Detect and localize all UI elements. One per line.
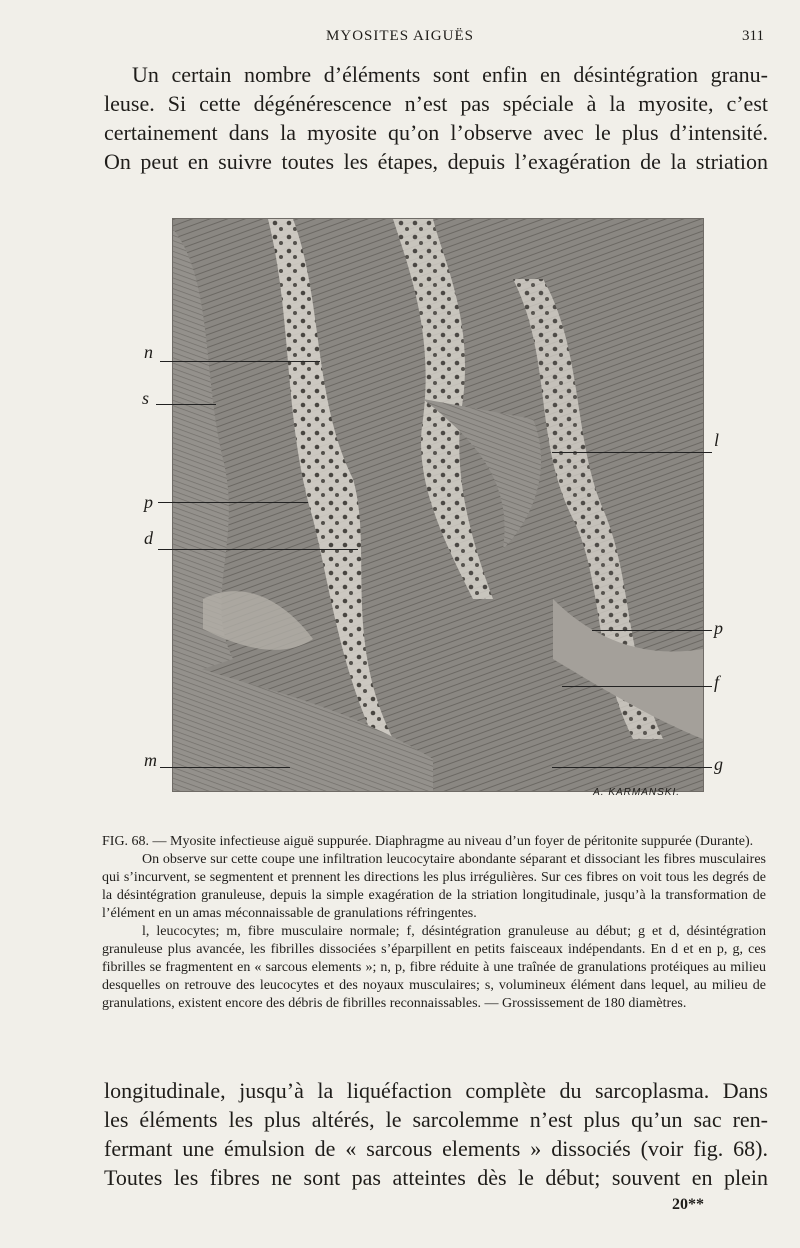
artist-signature: A. KARMANSKI. — [593, 787, 680, 798]
label-s: s — [142, 388, 150, 408]
text-line: Toutes les fibres ne sont pas atteintes dès le début; souvent en plein — [104, 1165, 768, 1190]
leader-s — [156, 404, 216, 405]
text-line: On peut en suivre toutes les étapes, depuis l’exagération de la striation — [104, 149, 768, 174]
leader-p — [158, 502, 308, 503]
text-line: leuse. Si cette dégénérescence n’est pas spéciale à la myosite, c’est — [104, 91, 768, 116]
signature-mark: 20** — [672, 1196, 704, 1213]
leader-p-right — [592, 630, 712, 631]
text-line: Un certain nombre d’éléments sont enfin en désintégration granu- — [132, 62, 768, 87]
page-header — [0, 22, 800, 50]
page-number: 311 — [742, 28, 764, 44]
label-l: l — [714, 430, 720, 450]
label-p-right: p — [714, 618, 723, 638]
label-m: m — [144, 750, 157, 770]
text-line: longitudinale, jusqu’à la liquéfaction complète du sarcoplasma. Dans — [104, 1078, 768, 1103]
leader-l — [552, 452, 712, 453]
label-n: n — [144, 342, 153, 362]
caption-legend: l, leucocytes; m, fibre musculaire normale; f, désintégration granuleuse au début; g et d, désintégration granuleuse plus avancée, les fibrilles dissociées s’éparpillent en petits faisceaux indépendants. En d et en p, g, ces fibrilles se fragmentent en « sarcous elements »; n, p, fibre réduite à une traînée de granulations protéiques au milieu desquelles on retrouve des leucocytes et des noyaux musculaires; s, volumineux élément dans lequel, au milieu de granulations, existent encore des débris de fibrilles reconnaissables. — Grossissement de 180 diamètres. — [102, 924, 766, 1011]
leader-f — [562, 686, 712, 687]
leader-m — [160, 767, 290, 768]
caption-title: FIG. 68. — Myosite infectieuse aiguë suppurée. Diaphragme au niveau d’un foyer de péritonite suppurée (Durante). — [102, 834, 754, 849]
text-line: fermant une émulsion de « sarcous elements » dissociés (voir fig. 68). — [104, 1136, 768, 1161]
histology-illustration — [173, 219, 703, 791]
label-p: p — [144, 492, 153, 512]
figure-68 — [132, 216, 732, 798]
text-line: les éléments les plus altérés, le sarcolemme n’est plus qu’un sac ren- — [104, 1107, 768, 1132]
leader-n — [160, 361, 320, 362]
caption-paragraph: On observe sur cette coupe une infiltration leucocytaire abondante séparant et dissociant les fibres musculaires qui s’incurvent, se segmentent et prennent les directions les plus irrégulières. Sur ces fibres on voit tous les degrés de la désintégration granuleuse, depuis la simple exagération de la striation longitudinale, jusqu’à la transformation de l’élément en un amas méconnaissable de granulations réfringentes. — [102, 852, 766, 921]
label-g: g — [714, 754, 723, 774]
figure-caption — [102, 833, 766, 1013]
histology-plate — [172, 218, 704, 792]
leader-d — [158, 549, 358, 550]
bottom-paragraph — [104, 1076, 768, 1192]
top-paragraph — [104, 60, 768, 176]
label-f: f — [714, 672, 720, 692]
leader-g — [552, 767, 712, 768]
text-line: certainement dans la myosite qu’on l’observe avec le plus d’intensité. — [104, 120, 768, 145]
running-head: MYOSITES AIGUËS — [326, 28, 474, 44]
label-d: d — [144, 528, 153, 548]
